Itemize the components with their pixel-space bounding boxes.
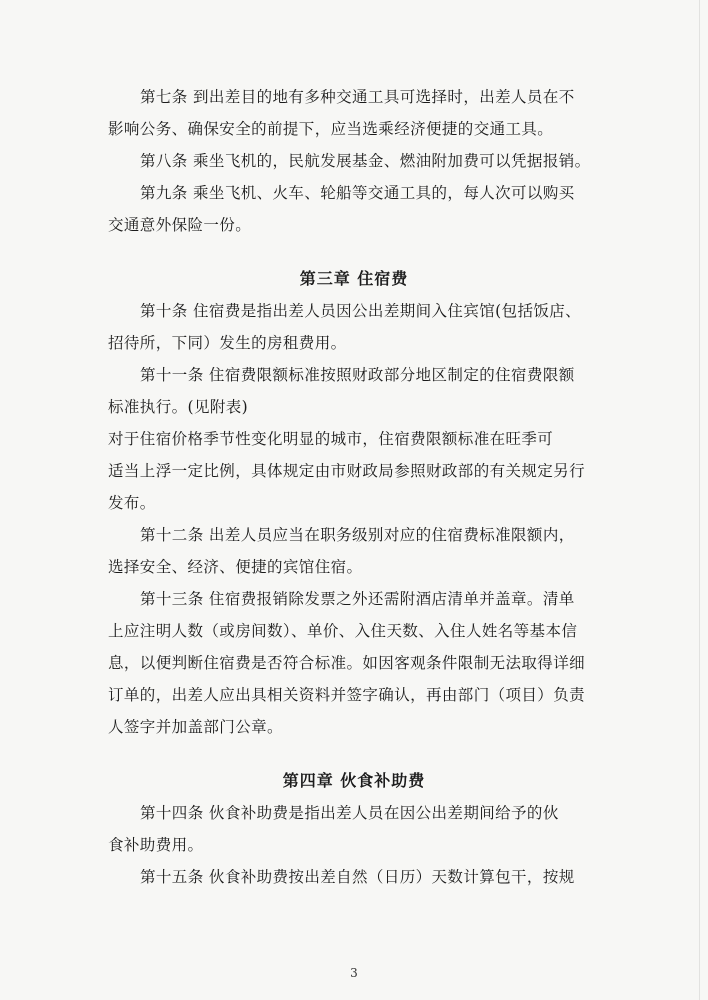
text-line: 第十四条 伙食补助费是指出差人员在因公出差期间给予的伙	[140, 804, 559, 822]
text-line: 影响公务、确保安全的前提下，应当选乘经济便捷的交通工具。	[108, 120, 554, 138]
text-line: 订单的，出差人应出具相关资料并签字确认，再由部门（项目）负责	[108, 686, 586, 704]
text-line: 适当上浮一定比例，具体规定由市财政局参照财政部的有关规定另行	[108, 462, 586, 480]
text-line: 息，以便判断住宿费是否符合标准。如因客观条件限制无法取得详细	[108, 654, 586, 672]
text-line: 第十三条 住宿费报销除发票之外还需附酒店清单并盖章。清单	[140, 590, 575, 608]
chapter-heading: 第四章 伙食补助费	[282, 771, 426, 790]
text-line: 对于住宿价格季节性变化明显的城市，住宿费限额标准在旺季可	[108, 430, 554, 448]
text-line: 食补助费用。	[108, 836, 204, 854]
text-line: 第十一条 住宿费限额标准按照财政部分地区制定的住宿费限额	[140, 366, 575, 384]
text-line: 招待所，下同）发生的房租费用。	[108, 334, 347, 352]
text-line: 第七条 到出差目的地有多种交通工具可选择时，出差人员在不	[140, 88, 575, 106]
text-line: 上应注明人数（或房间数）、单价、入住天数、入住人姓名等基本信	[108, 622, 578, 640]
page-edge	[699, 0, 700, 1000]
text-line: 人签字并加盖部门公章。	[108, 718, 283, 736]
text-line: 第十条 住宿费是指出差人员因公出差期间入住宾馆(包括饭店、	[140, 302, 582, 320]
text-line: 第十二条 出差人员应当在职务级别对应的住宿费标准限额内，	[140, 526, 575, 544]
text-line: 第九条 乘坐飞机、火车、轮船等交通工具的，每人次可以购买	[140, 184, 575, 202]
text-line: 交通意外保险一份。	[108, 216, 252, 234]
text-line: 第八条 乘坐飞机的，民航发展基金、燃油附加费可以凭据报销。	[140, 152, 591, 170]
text-line: 选择安全、经济、便捷的宾馆住宿。	[108, 558, 363, 576]
text-line: 第十五条 伙食补助费按出差自然（日历）天数计算包干，按规	[140, 868, 575, 886]
chapter-heading: 第三章 住宿费	[299, 269, 409, 288]
text-line: 标准执行。(见附表)	[108, 398, 249, 416]
text-line: 发布。	[108, 494, 156, 512]
page-number: 3	[350, 966, 358, 980]
